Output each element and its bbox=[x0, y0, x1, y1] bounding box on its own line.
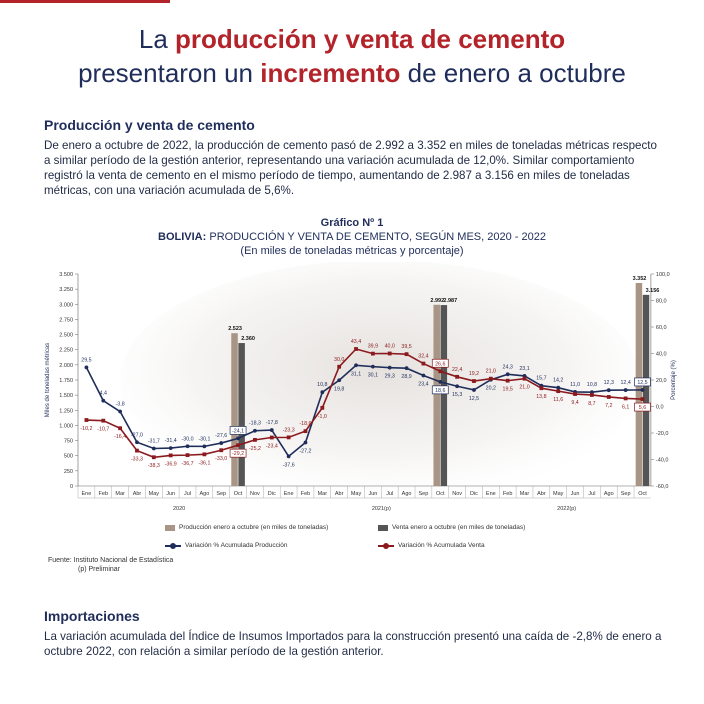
y-right-tick-label: -60,0 bbox=[655, 484, 669, 490]
legend-swatch-prod bbox=[165, 525, 175, 531]
produccion-point-label: 12,5 bbox=[468, 395, 480, 402]
month-label: Abr bbox=[132, 491, 142, 497]
point-produccion bbox=[354, 363, 358, 367]
point-produccion bbox=[270, 428, 274, 432]
y-right-tick-label: -20,0 bbox=[655, 431, 669, 437]
y-left-tick-label: 2.500 bbox=[59, 332, 73, 339]
y-right-axis-label: Porcentaje (%) bbox=[670, 360, 677, 400]
venta-point-label: 32,4 bbox=[418, 353, 429, 360]
chart-title-text: PRODUCCIÓN Y VENTA DE CEMENTO, SEGÚN MES, 2020 - 2022 bbox=[206, 231, 546, 243]
point-produccion bbox=[405, 366, 409, 370]
y-right-tick-label: 40,0 bbox=[655, 351, 667, 358]
point-produccion bbox=[236, 437, 240, 441]
month-label: Jul bbox=[588, 491, 596, 497]
produccion-point-label: -37,6 bbox=[282, 462, 295, 469]
bar-venta-label: 3.156 bbox=[645, 287, 660, 294]
month-label: Ago bbox=[401, 491, 412, 497]
headline-2-part-2: incremento bbox=[260, 58, 401, 88]
chart-source bbox=[48, 556, 173, 574]
point-produccion bbox=[304, 441, 308, 445]
y-left-tick-label: 3.500 bbox=[59, 272, 73, 278]
produccion-point-label: -30,1 bbox=[198, 436, 211, 443]
point-produccion bbox=[455, 384, 459, 388]
produccion-point-label: -27,6 bbox=[215, 433, 228, 440]
point-venta bbox=[641, 397, 645, 401]
section-heading-cemento: Producción y venta de cemento bbox=[44, 117, 255, 133]
venta-point-label: 40,0 bbox=[384, 343, 395, 350]
point-venta bbox=[539, 386, 543, 390]
point-venta bbox=[556, 389, 560, 393]
point-venta bbox=[607, 395, 611, 399]
venta-point-label: -18,6 bbox=[299, 421, 312, 428]
produccion-point-label: 10,8 bbox=[317, 382, 328, 389]
point-venta bbox=[270, 436, 274, 440]
venta-point-label: -29,2 bbox=[232, 451, 245, 458]
chart-heading: Gráfico Nº 1 bbox=[320, 217, 384, 229]
venta-point-label: 13,8 bbox=[536, 394, 547, 401]
legend-line-venta bbox=[378, 542, 485, 549]
month-label: Ene bbox=[283, 491, 294, 497]
produccion-point-label: 12,3 bbox=[603, 380, 614, 387]
venta-point-label: 43,4 bbox=[350, 338, 362, 345]
top-accent-line bbox=[0, 0, 170, 3]
point-venta bbox=[135, 449, 139, 453]
month-label: Mar bbox=[519, 491, 530, 497]
year-label: 2022(p) bbox=[557, 506, 577, 512]
venta-point-label: -33,0 bbox=[215, 456, 228, 463]
point-produccion bbox=[371, 365, 375, 369]
produccion-point-label: -30,0 bbox=[181, 436, 194, 443]
month-label: Mar bbox=[115, 491, 125, 497]
month-label: May bbox=[553, 491, 564, 497]
point-venta bbox=[455, 375, 459, 379]
produccion-point-label: 24,3 bbox=[502, 364, 513, 371]
month-label: Sep bbox=[418, 491, 429, 497]
headline-1-part-2: producción y venta de cemento bbox=[175, 24, 566, 54]
y-left-axis-label: Miles de toneladas métricas bbox=[45, 342, 51, 418]
month-label: Ago bbox=[603, 491, 614, 497]
headline-line-2 bbox=[0, 58, 704, 89]
month-label: Dic bbox=[469, 491, 478, 497]
venta-point-label: -10,2 bbox=[80, 426, 93, 433]
y-left-tick-label: 2.000 bbox=[59, 362, 73, 369]
produccion-point-label: -18,3 bbox=[248, 420, 261, 427]
bar-venta bbox=[238, 343, 245, 486]
month-label: Jun bbox=[570, 491, 580, 497]
point-venta bbox=[85, 418, 89, 422]
month-label: Ago bbox=[199, 491, 210, 497]
chart-title bbox=[0, 230, 704, 244]
point-produccion bbox=[607, 388, 611, 392]
legend-swatch-venta bbox=[378, 525, 388, 531]
point-venta bbox=[371, 352, 375, 356]
y-left-tick-label: 750 bbox=[63, 438, 73, 445]
bar-venta bbox=[441, 305, 448, 486]
point-venta bbox=[219, 448, 223, 452]
produccion-point-label: 29,3 bbox=[384, 373, 395, 380]
produccion-point-label: -27,0 bbox=[130, 432, 144, 439]
produccion-point-label: 14,2 bbox=[553, 377, 564, 384]
venta-point-label: 21,0 bbox=[485, 368, 496, 375]
y-left-tick-label: 0 bbox=[69, 484, 73, 490]
venta-point-label: 19,5 bbox=[502, 386, 513, 393]
headline-2-part-1: presentaron un bbox=[78, 58, 261, 88]
section-text-importaciones: La variación acumulada del Índice de Insumos Importados para la construcción presentó una caída de -2,8% de enero a octubre 2022, con relación a similar período de la gestión anterior. bbox=[44, 630, 662, 658]
point-produccion bbox=[152, 447, 156, 451]
produccion-point-label: 28,9 bbox=[401, 374, 412, 381]
point-produccion bbox=[438, 380, 442, 384]
point-venta bbox=[489, 377, 493, 381]
month-label: May bbox=[350, 491, 362, 497]
point-produccion bbox=[337, 378, 341, 382]
venta-point-label: 6,1 bbox=[621, 404, 630, 411]
month-label: Ene bbox=[485, 491, 496, 497]
point-venta bbox=[304, 429, 308, 433]
venta-point-label: 39,9 bbox=[367, 343, 379, 350]
source-line-2: (p) Preliminar bbox=[78, 566, 121, 573]
y-right-tick-label: 20,0 bbox=[655, 378, 667, 384]
month-label: Ene bbox=[81, 491, 92, 497]
point-venta bbox=[337, 365, 341, 369]
bar-venta-label: 2.987 bbox=[443, 298, 458, 305]
point-venta bbox=[354, 347, 358, 351]
y-left-tick-label: 1.250 bbox=[59, 408, 73, 415]
venta-point-label: 5,6 bbox=[638, 405, 647, 412]
month-label: Dic bbox=[267, 491, 276, 497]
y-left-tick-label: 3.250 bbox=[59, 287, 73, 294]
point-venta bbox=[422, 362, 426, 366]
point-produccion bbox=[422, 374, 426, 378]
point-produccion bbox=[320, 390, 324, 394]
venta-point-label: -33,3 bbox=[130, 456, 144, 463]
point-venta bbox=[472, 379, 476, 383]
point-venta bbox=[236, 443, 240, 447]
month-label: Feb bbox=[98, 491, 109, 497]
venta-point-label: -23,4 bbox=[265, 443, 278, 450]
month-label: Abr bbox=[334, 491, 344, 497]
produccion-point-label: 23,4 bbox=[418, 381, 429, 388]
point-produccion bbox=[472, 388, 476, 392]
year-label: 2021(p) bbox=[371, 506, 391, 512]
bar-produccion bbox=[231, 333, 238, 486]
point-venta bbox=[320, 406, 324, 410]
bar-produccion bbox=[433, 305, 440, 486]
venta-point-label: 21,0 bbox=[519, 384, 530, 391]
venta-point-label: 19,2 bbox=[468, 371, 480, 378]
venta-point-label: 39,5 bbox=[401, 344, 412, 351]
legend-label-line-prod: Variación % Acumulada Producción bbox=[185, 542, 288, 549]
produccion-point-label: 31,1 bbox=[350, 371, 362, 378]
legend-label-bar-venta: Venta enero a octubre (en miles de toneladas) bbox=[392, 524, 526, 531]
point-venta bbox=[573, 392, 577, 396]
year-label: 2020 bbox=[172, 506, 186, 512]
y-left-tick-label: 500 bbox=[63, 453, 73, 460]
point-venta bbox=[388, 352, 392, 356]
venta-point-label: -16,4 bbox=[114, 434, 127, 441]
legend-line-swatch-prod bbox=[165, 545, 181, 547]
month-label: Feb bbox=[300, 491, 311, 497]
venta-point-label: -25,2 bbox=[248, 445, 261, 452]
y-left-tick-label: 1.750 bbox=[59, 378, 73, 384]
y-left-tick-label: 1.500 bbox=[59, 393, 73, 400]
point-produccion bbox=[624, 388, 628, 392]
month-label: Mar bbox=[317, 491, 328, 497]
legend-line-swatch-venta bbox=[378, 545, 394, 547]
point-venta bbox=[152, 455, 156, 459]
point-produccion bbox=[556, 386, 560, 390]
month-label: Jun bbox=[368, 491, 378, 497]
produccion-point-label: 20,2 bbox=[485, 385, 496, 392]
produccion-point-label: 18,6 bbox=[435, 387, 446, 394]
y-right-tick-label: -40,0 bbox=[655, 457, 669, 464]
y-left-tick-label: 250 bbox=[63, 468, 73, 475]
venta-point-label: 8,7 bbox=[588, 400, 596, 407]
produccion-point-label: 11,0 bbox=[570, 381, 581, 388]
point-venta bbox=[101, 419, 105, 423]
venta-point-label: 30,0 bbox=[334, 356, 345, 363]
point-produccion bbox=[169, 446, 173, 450]
month-label: Jul bbox=[386, 491, 394, 497]
month-label: Oct bbox=[638, 491, 647, 497]
point-venta bbox=[287, 435, 291, 439]
point-produccion bbox=[253, 429, 257, 433]
legend-bar-produccion bbox=[165, 524, 328, 531]
venta-point-label: -36,7 bbox=[181, 461, 194, 468]
headline-1-part-1: La bbox=[138, 24, 176, 54]
bar-venta-label: 2.360 bbox=[241, 336, 255, 343]
month-label: Abr bbox=[537, 491, 546, 497]
y-left-tick-label: 2.750 bbox=[59, 317, 73, 324]
bar-produccion-label: 2.523 bbox=[228, 326, 242, 333]
venta-point-label: 9,4 bbox=[571, 400, 579, 407]
y-right-tick-label: 60,0 bbox=[655, 325, 667, 331]
produccion-point-label: 12,4 bbox=[620, 380, 631, 387]
y-left-tick-label: 2.250 bbox=[59, 347, 73, 354]
chart-title-bold: BOLIVIA: bbox=[158, 231, 207, 243]
point-produccion bbox=[202, 444, 206, 448]
month-label: Oct bbox=[233, 491, 243, 497]
point-venta bbox=[253, 438, 257, 442]
point-produccion bbox=[135, 440, 139, 444]
section-text-cemento: De enero a octubre de 2022, la producción de cemento pasó de 2.992 a 3.352 en miles de toneladas métricas respecto a similar período de la gestión anterior, representando una variación acumulada de 12,0%. Similar comportamiento registró la venta de cemento en el mismo período de tiempo, aumentando de 2.987 a 3.156 en miles de toneladas métricas, con una variación acumulada de 5,6%. bbox=[44, 139, 657, 197]
produccion-point-label: 15,3 bbox=[451, 392, 463, 399]
point-produccion bbox=[186, 444, 190, 448]
venta-point-label: -36,1 bbox=[198, 460, 211, 467]
point-produccion bbox=[85, 366, 89, 370]
point-venta bbox=[169, 453, 173, 457]
point-venta bbox=[590, 393, 594, 397]
month-label: Nov bbox=[452, 491, 463, 497]
produccion-point-label: 23,1 bbox=[519, 365, 530, 372]
point-venta bbox=[202, 452, 206, 456]
produccion-point-label: -27,2 bbox=[299, 448, 312, 455]
point-venta bbox=[624, 397, 628, 401]
month-label: May bbox=[148, 491, 160, 497]
point-produccion bbox=[118, 410, 122, 414]
point-produccion bbox=[388, 366, 392, 370]
point-produccion bbox=[506, 372, 510, 376]
venta-point-label: -38,3 bbox=[147, 463, 160, 470]
bar-produccion-label: 3.352 bbox=[632, 275, 647, 282]
venta-point-label: 22,4 bbox=[451, 366, 463, 373]
legend-label-bar-prod: Producción enero a octubre (en miles de toneladas) bbox=[179, 524, 329, 531]
headline-line-1 bbox=[0, 24, 704, 55]
venta-point-label: -10,7 bbox=[97, 426, 110, 433]
month-label: Oct bbox=[435, 491, 445, 497]
legend-line-produccion bbox=[165, 542, 288, 549]
point-produccion bbox=[219, 441, 223, 445]
headline-2-part-3: de enero a octubre bbox=[400, 58, 626, 88]
y-right-tick-label: 80,0 bbox=[655, 298, 667, 305]
point-produccion bbox=[287, 454, 291, 458]
produccion-point-label: -3,8 bbox=[115, 401, 125, 408]
produccion-point-label: 15,7 bbox=[536, 375, 547, 382]
source-line-1: Fuente: Instituto Nacional de Estadística bbox=[48, 557, 174, 564]
produccion-point-label: 12,5 bbox=[637, 379, 648, 386]
venta-point-label: 7,2 bbox=[605, 402, 613, 409]
produccion-point-label: -24,1 bbox=[232, 428, 245, 435]
month-label: Jun bbox=[166, 491, 176, 497]
month-label: Feb bbox=[502, 491, 513, 497]
legend-bar-venta bbox=[378, 524, 525, 531]
y-left-tick-label: 3.000 bbox=[59, 302, 73, 309]
point-produccion bbox=[641, 388, 645, 392]
y-right-tick-label: 100,0 bbox=[655, 272, 670, 278]
month-label: Nov bbox=[250, 491, 260, 497]
point-venta bbox=[118, 426, 122, 430]
produccion-point-label: 4,4 bbox=[99, 390, 107, 397]
month-label: Sep bbox=[620, 491, 631, 497]
point-venta bbox=[405, 352, 409, 356]
bar-produccion-label: 2.992 bbox=[430, 297, 445, 304]
month-label: Sep bbox=[216, 491, 227, 497]
legend-label-line-venta: Variación % Acumulada Venta bbox=[398, 542, 485, 549]
point-venta bbox=[438, 369, 442, 373]
produccion-point-label: -31,4 bbox=[164, 438, 177, 445]
venta-point-label: 11,6 bbox=[553, 397, 564, 404]
venta-point-label: 26,6 bbox=[435, 361, 446, 368]
point-venta bbox=[523, 377, 527, 381]
point-venta bbox=[186, 453, 190, 457]
month-label: Jul bbox=[184, 491, 192, 497]
y-left-tick-label: 1.000 bbox=[59, 423, 73, 430]
venta-point-label: -1,0 bbox=[317, 413, 327, 420]
produccion-point-label: 19,8 bbox=[334, 386, 345, 393]
produccion-point-label: 30,1 bbox=[367, 372, 379, 379]
venta-point-label: -23,3 bbox=[282, 427, 295, 434]
venta-point-label: -36,9 bbox=[164, 461, 177, 468]
y-right-tick-label: 0,0 bbox=[655, 404, 664, 411]
produccion-point-label: 10,8 bbox=[586, 382, 598, 389]
produccion-point-label: 29,5 bbox=[81, 357, 92, 364]
cement-chart bbox=[0, 262, 704, 524]
chart-subtitle: (En miles de toneladas métricas y porcentaje) bbox=[240, 245, 464, 257]
section-heading-importaciones: Importaciones bbox=[44, 608, 140, 624]
produccion-point-label: -31,7 bbox=[147, 438, 160, 445]
point-produccion bbox=[101, 399, 105, 403]
produccion-point-label: -17,8 bbox=[265, 420, 278, 427]
point-venta bbox=[506, 379, 510, 383]
